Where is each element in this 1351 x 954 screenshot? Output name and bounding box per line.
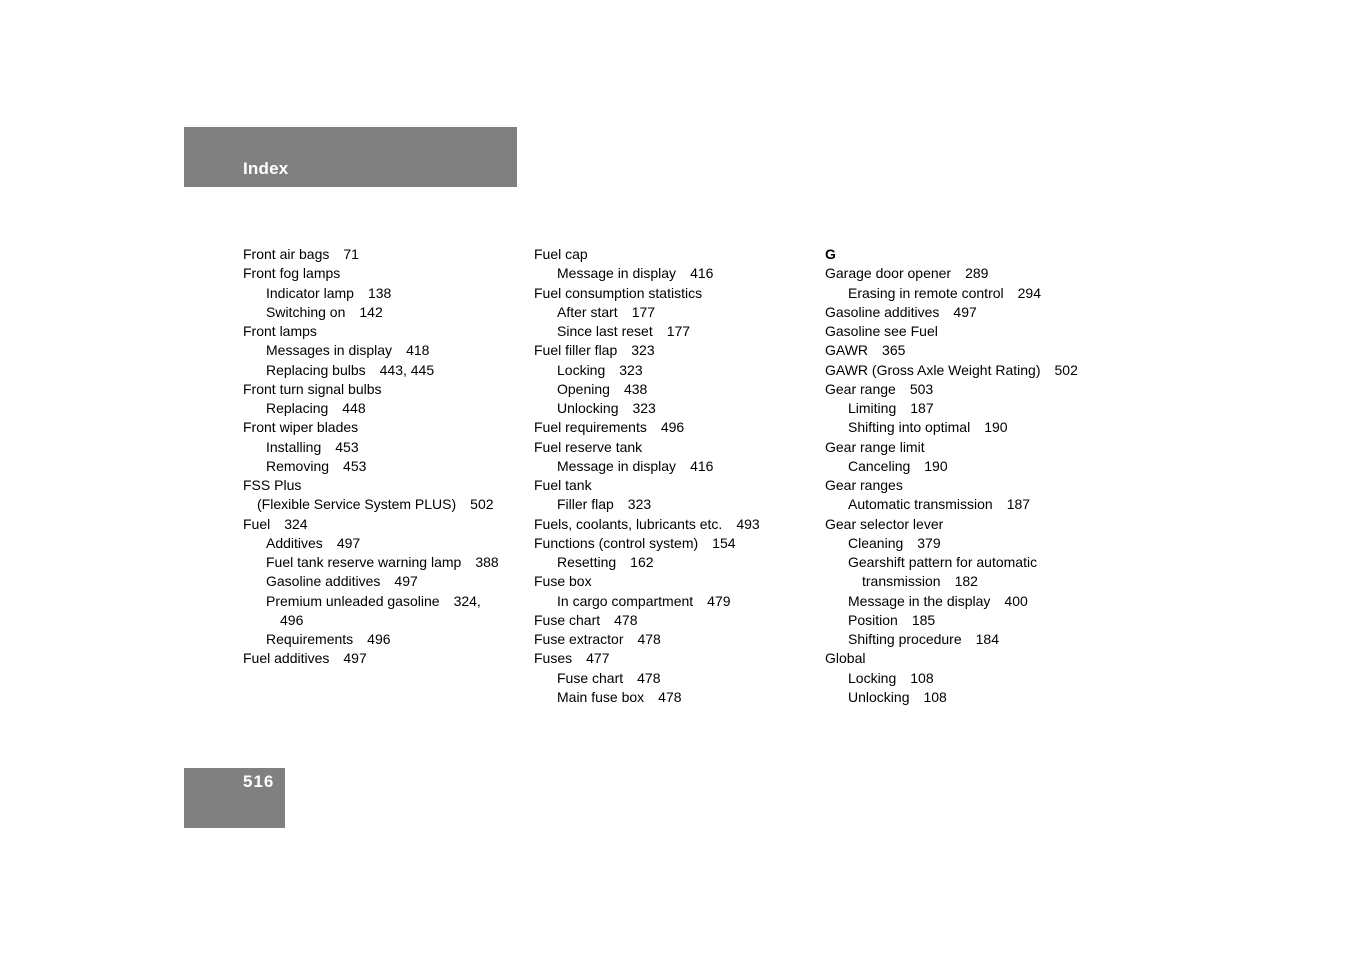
index-page-ref: 493 <box>736 515 760 532</box>
index-term: Additives <box>266 534 323 551</box>
index-entry <box>825 264 1078 283</box>
index-term: Locking <box>557 361 606 378</box>
index-page-ref: 323 <box>619 361 643 378</box>
index-term: G <box>825 246 836 262</box>
index-page-ref: 478 <box>614 611 638 628</box>
index-subentry <box>825 457 1078 476</box>
index-term: Gasoline additives <box>266 573 381 590</box>
index-entry <box>243 476 499 495</box>
index-page-ref: 177 <box>666 323 691 339</box>
index-page-ref: 190 <box>984 419 1008 436</box>
index-term: Cleaning <box>848 534 904 551</box>
index-page-ref: 323 <box>631 342 655 359</box>
index-page-ref: 497 <box>953 303 977 320</box>
index-term: Filler flap <box>557 496 614 513</box>
index-page-ref: 502 <box>470 496 494 513</box>
index-page-ref: 477 <box>586 650 610 667</box>
index-term: Canceling <box>848 457 911 474</box>
index-entry <box>243 245 499 264</box>
index-subentry <box>243 361 499 380</box>
index-term: Replacing bulbs <box>266 361 366 378</box>
index-entry <box>534 649 760 668</box>
index-subentry <box>243 399 499 418</box>
index-page-ref: 190 <box>924 457 948 474</box>
index-entry <box>534 284 760 303</box>
index-term: Fuel tank reserve warning lamp <box>266 554 462 570</box>
index-page-ref: 108 <box>923 688 947 705</box>
page-number-box <box>184 768 285 828</box>
index-term: (Flexible Service System PLUS) <box>257 496 457 513</box>
index-entry <box>825 303 1078 322</box>
index-column-1 <box>243 245 499 669</box>
index-subentry <box>825 688 1078 707</box>
index-header-bar <box>184 127 517 187</box>
index-subentry <box>243 534 499 553</box>
index-term: Front air bags <box>243 246 330 262</box>
index-entry <box>243 611 499 630</box>
index-page-ref: 497 <box>394 573 418 590</box>
index-term: Shifting procedure <box>848 631 962 647</box>
index-subentry <box>534 457 760 476</box>
index-page-ref: 162 <box>630 554 654 570</box>
index-entry <box>825 361 1078 380</box>
index-term: Front lamps <box>243 323 317 339</box>
index-subentry <box>243 438 499 457</box>
index-term: Gear ranges <box>825 477 903 493</box>
index-term: Removing <box>266 457 330 474</box>
index-term: Indicator lamp <box>266 284 354 301</box>
index-entry <box>825 438 1078 457</box>
index-page-ref: 478 <box>637 669 661 686</box>
index-page-ref: 185 <box>911 611 936 628</box>
index-entry <box>825 322 1078 341</box>
index-column-3 <box>825 245 1078 707</box>
index-entry <box>534 245 760 264</box>
index-page-ref: 379 <box>917 534 941 551</box>
index-subentry <box>534 553 760 572</box>
index-entry <box>243 322 499 341</box>
index-page-ref: 438 <box>623 380 648 397</box>
index-term: Opening <box>557 380 610 397</box>
index-term: 496 <box>280 611 304 628</box>
index-subentry <box>243 341 499 360</box>
index-page-ref: 142 <box>359 303 383 320</box>
index-subentry <box>534 688 760 707</box>
index-subentry <box>534 322 760 341</box>
index-page-ref: 323 <box>627 496 652 513</box>
index-subentry <box>825 284 1078 303</box>
index-page-ref: 388 <box>475 554 499 570</box>
index-page-ref: 154 <box>712 534 736 551</box>
index-page-ref: 497 <box>343 650 367 667</box>
index-subentry <box>825 592 1078 611</box>
index-subentry <box>825 630 1078 649</box>
index-term: Functions (control system) <box>534 534 699 551</box>
index-term: Since last reset <box>557 323 653 339</box>
index-entry <box>534 418 760 437</box>
index-subentry <box>534 264 760 283</box>
index-subentry <box>243 284 499 303</box>
index-entry <box>243 380 499 399</box>
index-term: Garage door opener <box>825 265 952 282</box>
index-entry <box>534 630 760 649</box>
index-term: Shifting into optimal <box>848 419 971 436</box>
index-subentry <box>825 495 1078 514</box>
index-term: After start <box>557 303 618 320</box>
index-page-ref: 187 <box>910 400 934 416</box>
index-page-ref: 453 <box>343 457 367 474</box>
index-term: Fuse box <box>534 573 592 590</box>
index-term: Front wiper blades <box>243 419 359 436</box>
index-section-letter <box>825 245 1078 264</box>
index-term: Gasoline see Fuel <box>825 323 938 339</box>
index-term: Main fuse box <box>557 688 645 705</box>
index-page-ref: 478 <box>658 688 682 705</box>
index-term: Messages in display <box>266 342 393 359</box>
index-subentry <box>243 553 499 572</box>
index-term: Position <box>848 611 898 628</box>
index-page-ref: 138 <box>367 284 392 301</box>
index-entry <box>243 515 499 534</box>
index-subentry <box>534 361 760 380</box>
index-subentry <box>825 399 1078 418</box>
index-term: Fuse chart <box>534 611 601 628</box>
index-page-ref: 400 <box>1004 592 1028 609</box>
index-term: Installing <box>266 438 322 455</box>
index-subentry <box>825 669 1078 688</box>
index-term: Fuel <box>243 515 271 532</box>
index-term: Fuel additives <box>243 650 330 667</box>
index-entry <box>825 572 1078 591</box>
index-page-ref: 108 <box>910 669 934 686</box>
index-term: Fuel consumption statistics <box>534 284 703 301</box>
index-page-ref: 184 <box>975 631 999 647</box>
index-term: transmission <box>862 573 941 590</box>
index-term: Replacing <box>266 400 329 416</box>
index-term: Gasoline additives <box>825 303 940 320</box>
index-entry <box>534 341 760 360</box>
index-page-ref: 503 <box>909 380 934 397</box>
index-entry <box>243 418 499 437</box>
index-subentry <box>825 611 1078 630</box>
page-number: 516 <box>243 772 275 791</box>
index-page-ref: 289 <box>965 265 989 282</box>
index-page-ref: 453 <box>335 438 359 455</box>
index-term: Front fog lamps <box>243 265 341 282</box>
index-page-ref: 416 <box>690 457 714 474</box>
index-subentry <box>825 534 1078 553</box>
index-term: Fuel reserve tank <box>534 438 643 455</box>
index-term: Message in display <box>557 457 677 474</box>
index-entry <box>825 341 1078 360</box>
page-title: Index <box>243 159 289 178</box>
index-term: Requirements <box>266 631 354 647</box>
index-page-ref: 187 <box>1006 496 1031 513</box>
index-term: Erasing in remote control <box>848 284 1004 301</box>
index-term: In cargo compartment <box>557 592 694 609</box>
index-subentry <box>534 399 760 418</box>
index-page-ref: 502 <box>1054 361 1078 378</box>
index-term: Premium unleaded gasoline <box>266 592 440 609</box>
index-page-ref: 443, 445 <box>379 361 435 378</box>
index-subentry <box>534 380 760 399</box>
index-entry <box>825 649 1078 668</box>
index-page-ref: 479 <box>707 592 731 609</box>
index-term: Automatic transmission <box>848 496 993 513</box>
index-subentry <box>534 592 760 611</box>
index-term: Fuel requirements <box>534 419 647 436</box>
index-entry <box>534 438 760 457</box>
index-term: Locking <box>848 669 897 686</box>
index-page-ref: 365 <box>882 342 906 359</box>
index-column-2 <box>534 245 760 707</box>
index-term: GAWR (Gross Axle Weight Rating) <box>825 361 1041 378</box>
index-subentry <box>243 303 499 322</box>
index-page-ref: 496 <box>660 419 685 436</box>
index-page-ref: 416 <box>690 265 714 282</box>
index-entry <box>825 476 1078 495</box>
index-subentry <box>534 669 760 688</box>
index-subentry <box>825 553 1078 572</box>
index-page-ref: 418 <box>406 342 430 359</box>
index-entry <box>534 534 760 553</box>
index-subentry <box>243 457 499 476</box>
index-term: Fuse extractor <box>534 631 624 647</box>
index-page-ref: 478 <box>637 631 661 647</box>
index-term: Switching on <box>266 303 346 320</box>
index-term: Fuse chart <box>557 669 624 686</box>
index-term: Global <box>825 650 866 667</box>
index-subentry <box>534 495 760 514</box>
index-term: GAWR <box>825 342 869 359</box>
index-page-ref: 497 <box>336 534 361 551</box>
index-page-ref: 324, <box>453 592 481 609</box>
index-page-ref: 323 <box>632 400 656 416</box>
index-entry <box>534 611 760 630</box>
index-term: Gearshift pattern for automatic <box>848 554 1038 570</box>
index-entry <box>825 380 1078 399</box>
index-term: Limiting <box>848 400 897 416</box>
index-term: Unlocking <box>848 688 910 705</box>
index-entry <box>825 515 1078 534</box>
index-entry <box>534 572 760 591</box>
index-subentry <box>243 592 499 611</box>
index-term: Fuses <box>534 650 573 667</box>
index-page-ref: 324 <box>284 515 308 532</box>
index-entry <box>243 495 499 514</box>
index-term: Front turn signal bulbs <box>243 380 382 397</box>
index-term: Fuel tank <box>534 477 592 493</box>
index-entry <box>534 476 760 495</box>
index-subentry <box>243 572 499 591</box>
index-term: Message in display <box>557 265 677 282</box>
index-page-ref: 71 <box>343 246 359 262</box>
index-page-ref: 177 <box>631 303 656 320</box>
index-term: Fuel cap <box>534 246 588 262</box>
index-term: Fuels, coolants, lubricants etc. <box>534 515 723 532</box>
index-page-ref: 182 <box>954 573 978 590</box>
index-term: Gear range <box>825 380 896 397</box>
index-subentry <box>534 303 760 322</box>
index-entry <box>534 515 760 534</box>
index-subentry <box>243 630 499 649</box>
index-term: Resetting <box>557 554 617 570</box>
index-term: Message in the display <box>848 592 991 609</box>
index-page-ref: 448 <box>342 400 366 416</box>
index-entry <box>243 649 499 668</box>
index-subentry <box>825 418 1078 437</box>
index-term: Unlocking <box>557 400 619 416</box>
index-term: FSS Plus <box>243 477 302 493</box>
index-term: Fuel filler flap <box>534 342 618 359</box>
index-term: Gear range limit <box>825 438 925 455</box>
index-term: Gear selector lever <box>825 515 944 532</box>
index-entry <box>243 264 499 283</box>
index-page-ref: 496 <box>367 631 391 647</box>
index-page-ref: 294 <box>1017 284 1041 301</box>
